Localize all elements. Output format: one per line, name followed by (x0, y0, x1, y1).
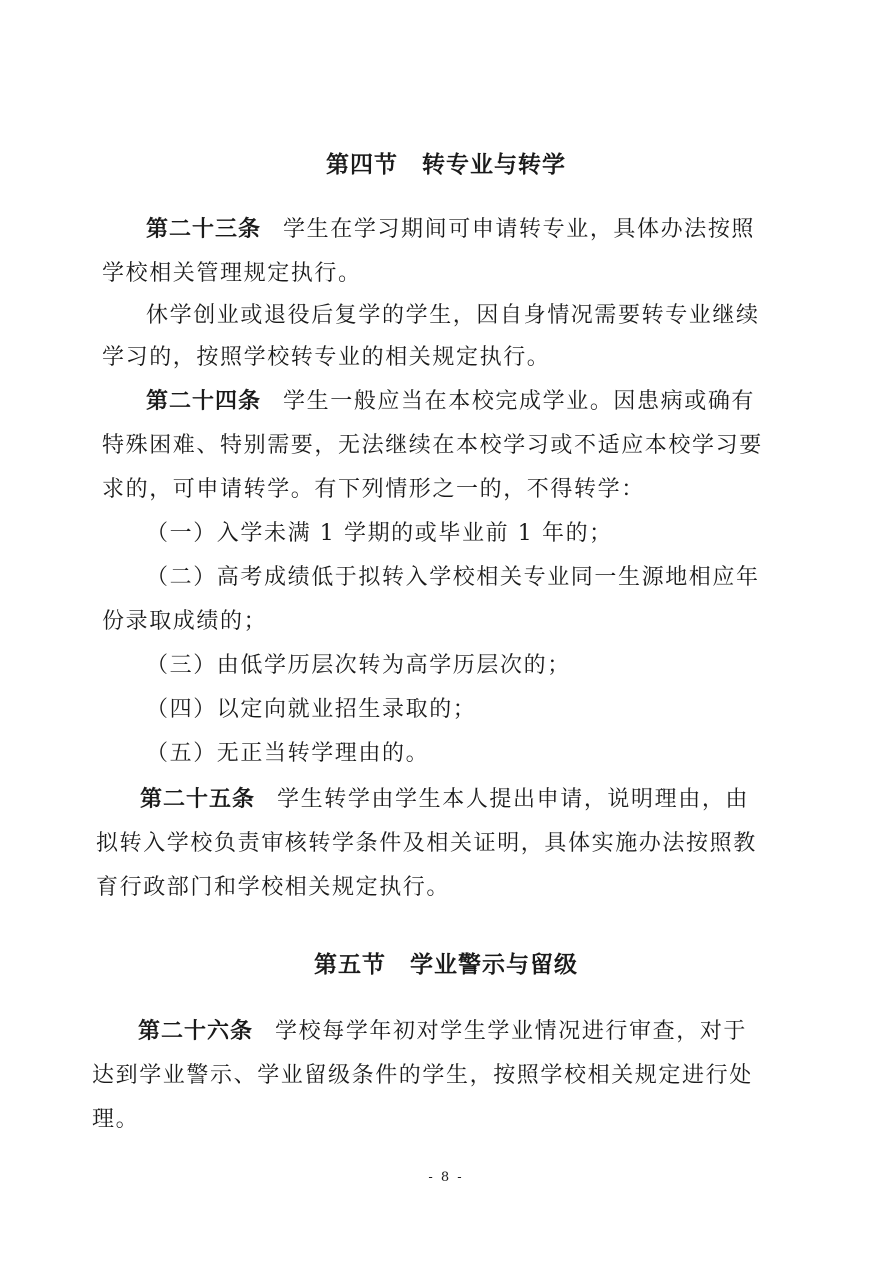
article-24-line-3: 求的，可申请转学。有下列情形之一的，不得转学： (102, 477, 645, 502)
article-25-line-1 (140, 782, 749, 813)
article-text: 学校每学年初对学生学业情况进行审查，对于 (275, 1019, 748, 1044)
article-23-line-2: 学校相关管理规定执行。 (102, 261, 362, 286)
section-heading-4: 第四节 转专业与转学 (326, 152, 566, 178)
article-25-line-3: 育行政部门和学校相关规定执行。 (96, 875, 451, 900)
article-number: 第二十六条 (138, 1019, 254, 1044)
item-3: （三）由低学历层次转为高学历层次的； (146, 653, 571, 678)
item-1: （一）入学未满 1 学期的或毕业前 1 年的； (146, 521, 613, 546)
article-24-line-1 (146, 384, 755, 415)
article-24-line-2: 特殊困难、特别需要，无法继续在本校学习或不适应本校学习要 (102, 433, 763, 458)
article-26-line-2: 达到学业警示、学业留级条件的学生，按照学校相关规定进行处 (92, 1063, 753, 1088)
article-23-line-1 (146, 212, 755, 243)
item-2-line-1: （二）高考成绩低于拟转入学校相关专业同一生源地相应年 (146, 565, 760, 590)
item-5: （五）无正当转学理由的。 (146, 741, 430, 766)
article-text: 学生一般应当在本校完成学业。因患病或确有 (283, 389, 756, 414)
article-number: 第二十四条 (146, 389, 262, 414)
article-25-line-2: 拟转入学校负责审核转学条件及相关证明，具体实施办法按照教 (96, 831, 757, 856)
item-2-line-2: 份录取成绩的； (102, 609, 268, 634)
article-number: 第二十三条 (146, 217, 262, 242)
article-text: 学生在学习期间可申请转专业，具体办法按照 (283, 217, 756, 242)
paragraph-line-2: 学习的，按照学校转专业的相关规定执行。 (102, 345, 551, 370)
paragraph-line-1: 休学创业或退役后复学的学生，因自身情况需要转专业继续 (146, 303, 760, 328)
article-26-line-3: 理。 (92, 1107, 140, 1132)
article-text: 学生转学由学生本人提出申请，说明理由，由 (277, 787, 750, 812)
item-4: （四）以定向就业招生录取的； (146, 697, 477, 722)
article-26-line-1 (138, 1014, 747, 1045)
article-number: 第二十五条 (140, 787, 256, 812)
page-number: - 8 - (428, 1170, 464, 1185)
section-heading-5: 第五节 学业警示与留级 (314, 952, 578, 978)
